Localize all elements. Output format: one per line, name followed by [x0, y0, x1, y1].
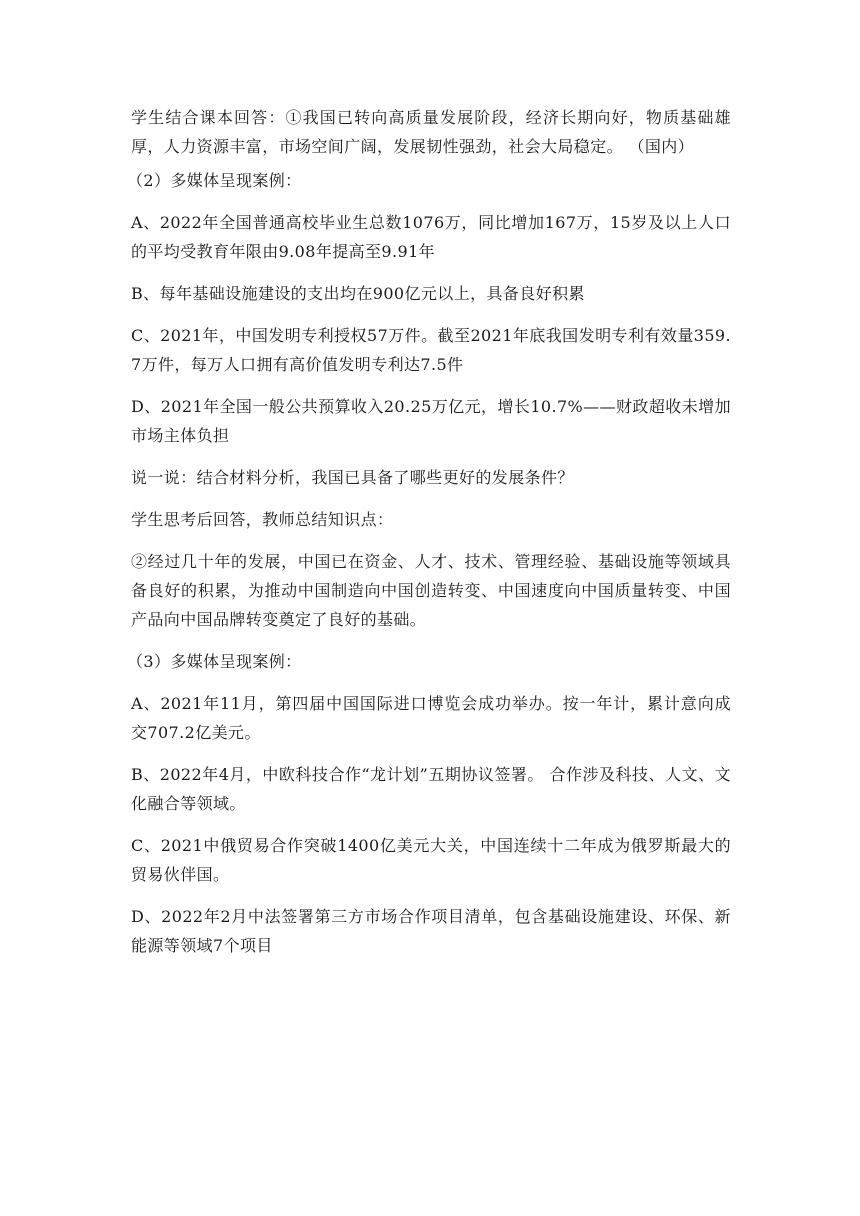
- paragraph-case-heading-3: （3）多媒体呈现案例：: [127, 652, 302, 671]
- paragraph-discussion-prompt: 说一说：结合材料分析，我国已具备了哪些更好的发展条件？: [131, 468, 574, 487]
- paragraph-case-a-2: A、2021年11月，第四届中国国际进口博览会成功举办。按一年计，累计意向成交707.2亿美元。: [131, 694, 731, 742]
- paragraph-teacher-summary: 学生思考后回答，教师总结知识点：: [131, 510, 394, 529]
- document-body: [127, 103, 731, 960]
- paragraph-student-answer: 学生结合课本回答：①我国已转向高质量发展阶段，经济长期向好，物质基础雄厚，人力资源丰富，市场空间广阔，发展韧性强劲，社会大局稳定。 （国内）: [131, 108, 731, 156]
- paragraph-case-heading-2: （2）多媒体呈现案例：: [127, 171, 302, 190]
- paragraph-case-d-1: D、2021年全国一般公共预算收入20.25万亿元，增长10.7%——财政超收未增加市场主体负担: [131, 397, 731, 445]
- paragraph-knowledge-point-2: ②经过几十年的发展，中国已在资金、人才、技术、管理经验、基础设施等领域具备良好的积累，为推动中国制造向中国创造转变、中国速度向中国质量转变、中国产品向中国品牌转变奠定了良好的基础。: [131, 552, 731, 629]
- paragraph-case-b-2: B、2022年4月，中欧科技合作“龙计划”五期协议签署。 合作涉及科技、人文、文化融合等领域。: [131, 765, 731, 813]
- paragraph-case-c-1: C、2021年，中国发明专利授权57万件。截至2021年底我国发明专利有效量359.7万件，每万人口拥有高价值发明专利达7.5件: [131, 326, 731, 374]
- paragraph-case-c-2: C、2021中俄贸易合作突破1400亿美元大关，中国连续十二年成为俄罗斯最大的贸易伙伴国。: [131, 836, 731, 884]
- paragraph-case-b-1: B、每年基础设施建设的支出均在900亿元以上，具备良好积累: [131, 284, 585, 303]
- paragraph-case-d-2: D、2022年2月中法签署第三方市场合作项目清单，包含基础设施建设、环保、新能源等领域7个项目: [131, 907, 731, 955]
- paragraph-case-a-1: A、2022年全国普通高校毕业生总数1076万，同比增加167万，15岁及以上人口的平均受教育年限由9.08年提高至9.91年: [131, 213, 731, 261]
